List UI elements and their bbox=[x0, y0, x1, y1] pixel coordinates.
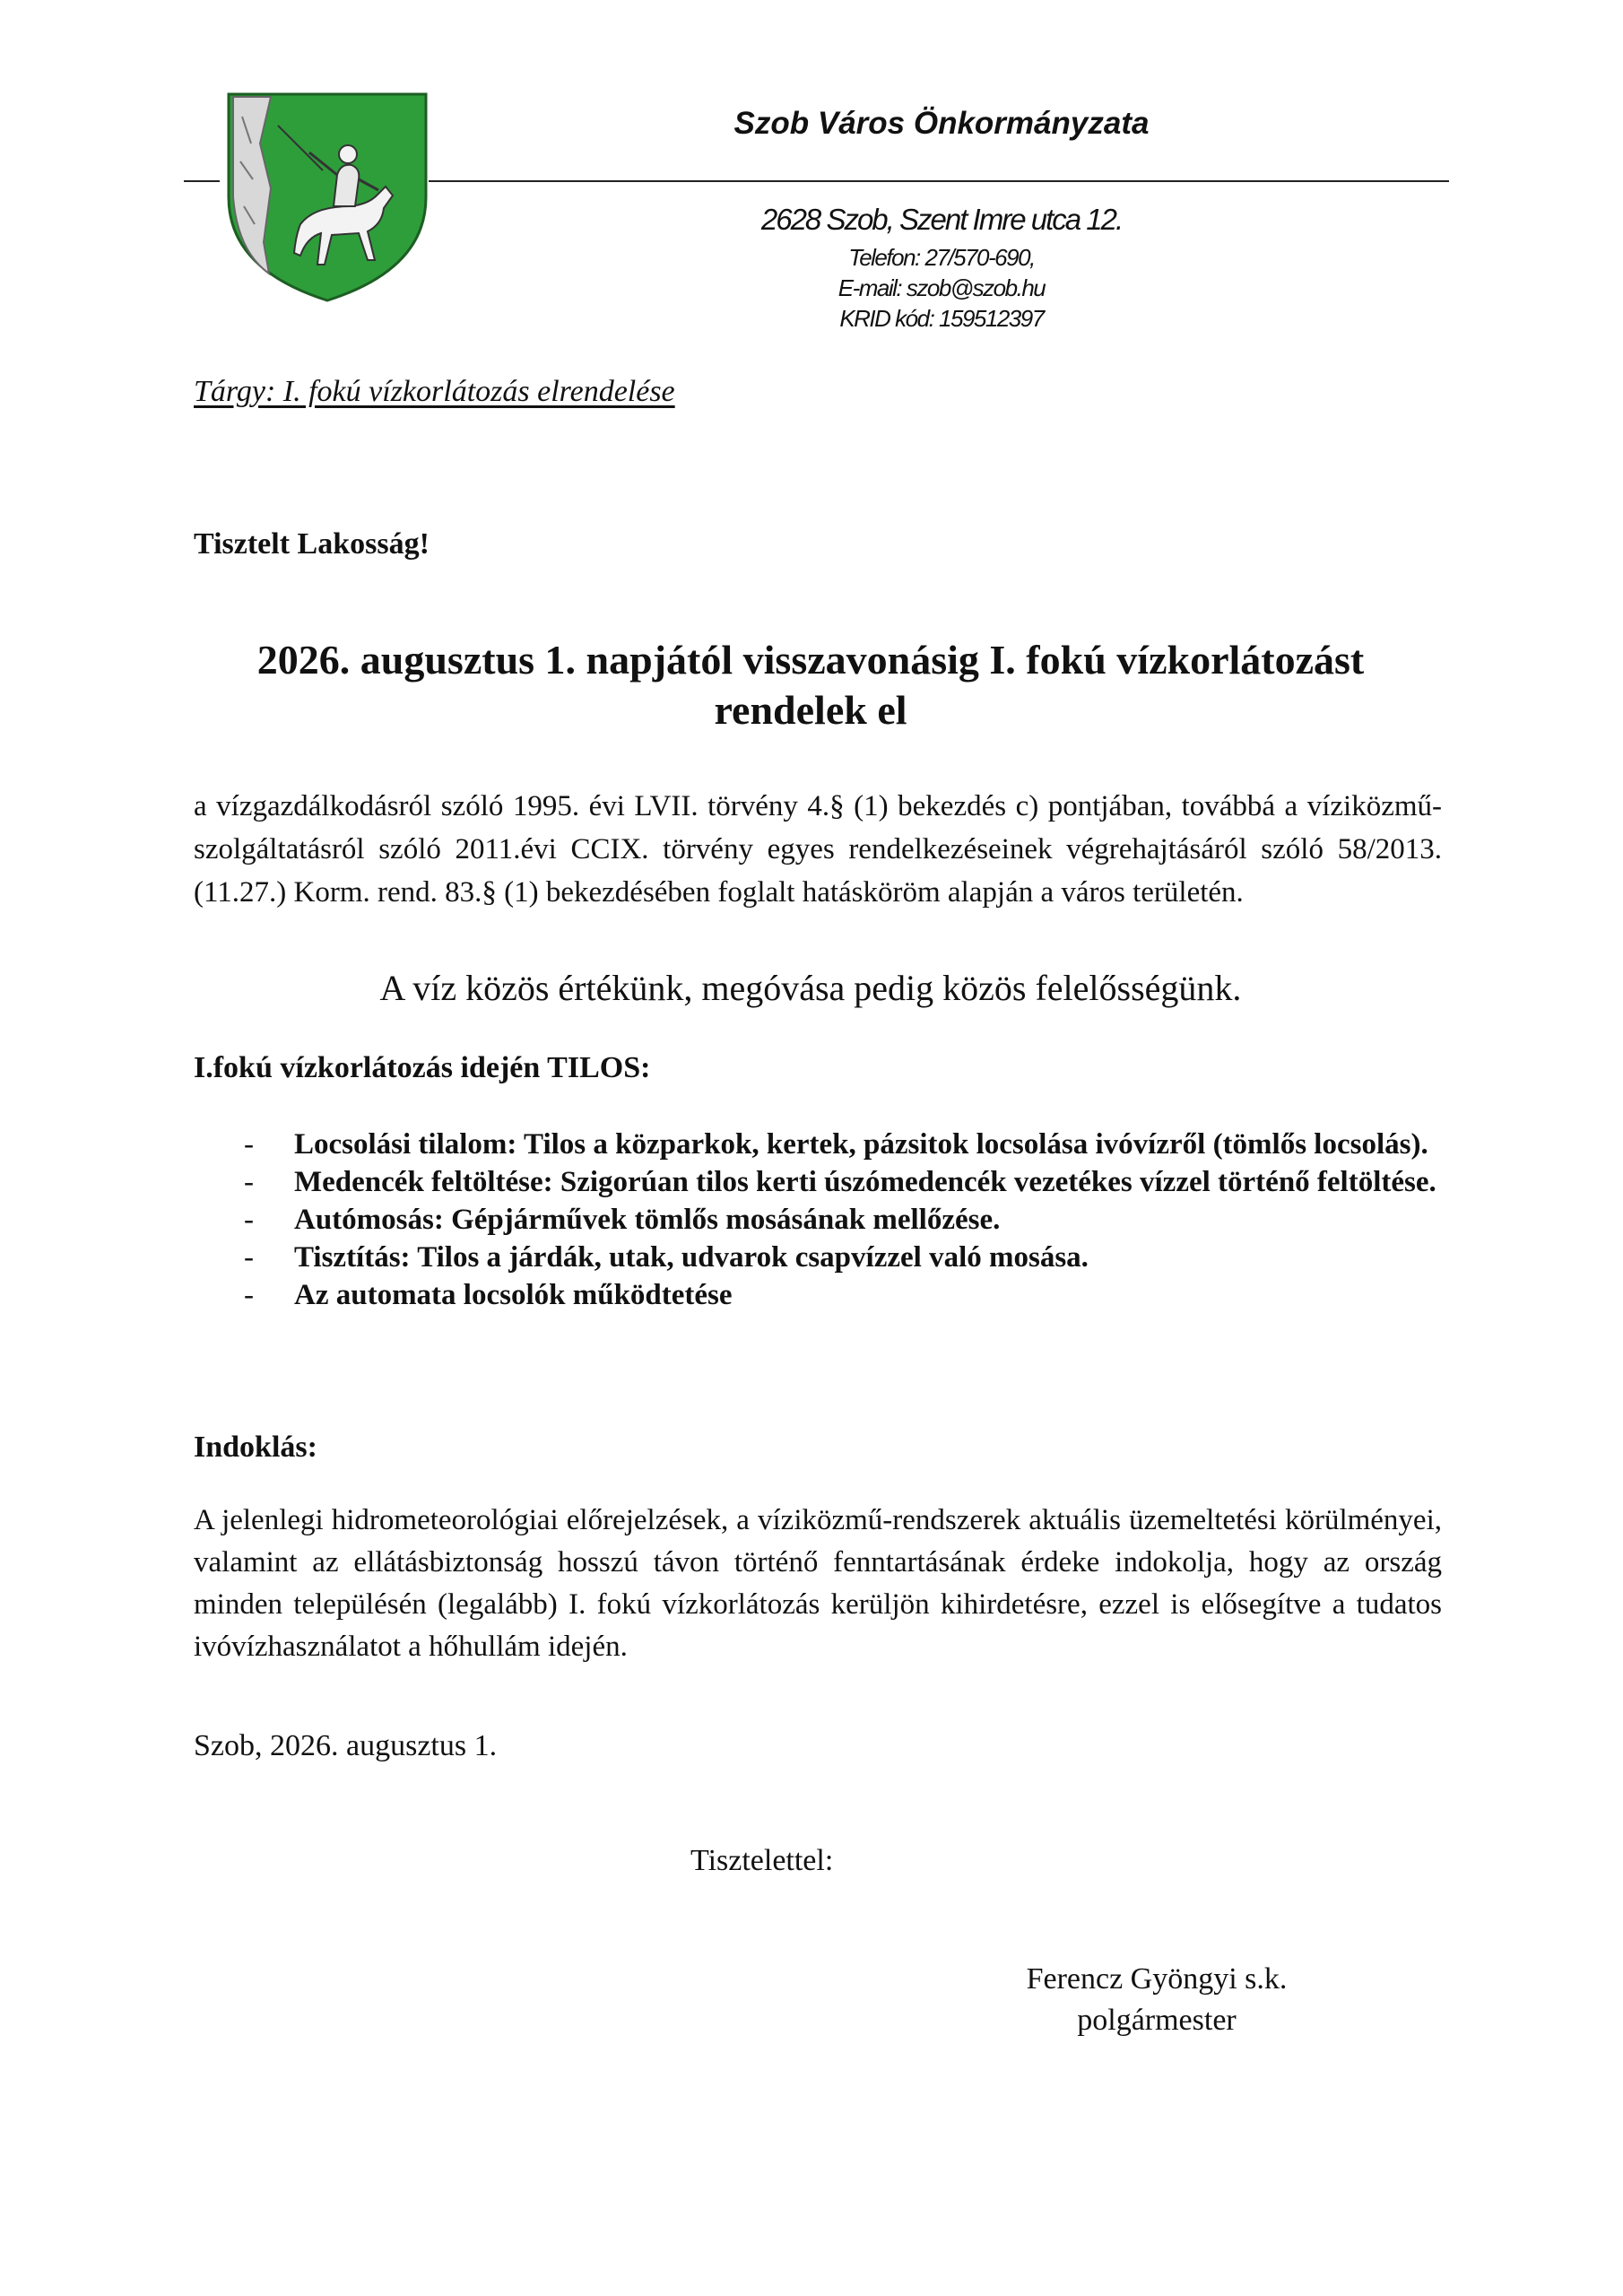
header-rule-left bbox=[184, 180, 220, 182]
reason-paragraph: A jelenlegi hidrometeorológiai előrejelzések, a víziközmű-rendszerek aktuális üzemeltetési körülményei, valamint az ellátásbiztonság hosszú távon történő fenntartásának érdeke indokolja, hogy az ország minden településén (legalább) I. fokú vízkorlátozás kerüljön kihirdetésre, ezzel is elősegítve a tudatos ivóvízhasználatot a hőhullám idején. bbox=[194, 1504, 1442, 1663]
headline bbox=[194, 635, 1428, 735]
contact-address: 2628 Szob, Szent Imre utca 12. bbox=[760, 203, 1123, 236]
salutation: Tisztelt Lakosság! bbox=[194, 527, 430, 561]
prohibited-heading: I.fokú vízkorlátozás idején TILOS: bbox=[194, 1051, 651, 1084]
reason-heading: Indoklás: bbox=[194, 1431, 317, 1464]
headline-line-2: rendelek el bbox=[714, 687, 907, 733]
place-and-date: Szob, 2026. augusztus 1. bbox=[194, 1729, 498, 1762]
list-item: - Tisztítás: Tilos a járdák, utak, udvarok csapvízzel való mosása. bbox=[194, 1239, 1442, 1276]
legal-basis-paragraph: a vízgazdálkodásról szóló 1995. évi LVII. törvény 4.§ (1) bekezdés c) pontjában, továbbá a víziközmű-szolgáltatásról szóló 2011.évi CCIX. törvény egyes rendelkezéseinek végrehajtásáról szóló 58/2013. (11.27.) Korm. rend. 83.§ (1) bekezdésében foglalt hatásköröm alapján a város területén. bbox=[194, 790, 1442, 909]
signer-name: Ferencz Gyöngyi s.k. bbox=[1026, 1962, 1288, 1996]
signer-title: polgármester bbox=[1077, 2004, 1237, 2037]
list-item: - Medencék feltöltése: Szigorúan tilos kerti úszómedencék vezetékes vízzel történő feltöltése. bbox=[194, 1163, 1442, 1201]
contact-phone: Telefon: 27/570-690, bbox=[848, 244, 1035, 271]
organization-name: Szob Város Önkormányzata bbox=[733, 106, 1150, 141]
contact-krid: KRID kód: 159512397 bbox=[839, 305, 1044, 332]
motto: A víz közös értékünk, megóvása pedig közös felelősségünk. bbox=[379, 968, 1242, 1008]
subject-line: Tárgy: I. fokú vízkorlátozás elrendelése bbox=[194, 375, 675, 408]
prohibited-list bbox=[194, 1126, 1442, 1314]
headline-line-1: 2026. augusztus 1. napjától visszavonásig I. fokú vízkorlátozást bbox=[256, 637, 1365, 683]
header-rule-right bbox=[429, 180, 1449, 182]
list-item: - Az automata locsolók működtetése bbox=[194, 1276, 1442, 1314]
closing-phrase: Tisztelettel: bbox=[690, 1844, 834, 1877]
city-coat-of-arms-icon bbox=[224, 90, 430, 305]
contact-email: E-mail: szob@szob.hu bbox=[838, 274, 1046, 301]
list-item: - Autómosás: Gépjárművek tömlős mosásának mellőzése. bbox=[194, 1201, 1442, 1239]
list-item: - Locsolási tilalom: Tilos a közparkok, kertek, pázsitok locsolása ivóvízről (tömlős locsolás). bbox=[194, 1126, 1442, 1163]
